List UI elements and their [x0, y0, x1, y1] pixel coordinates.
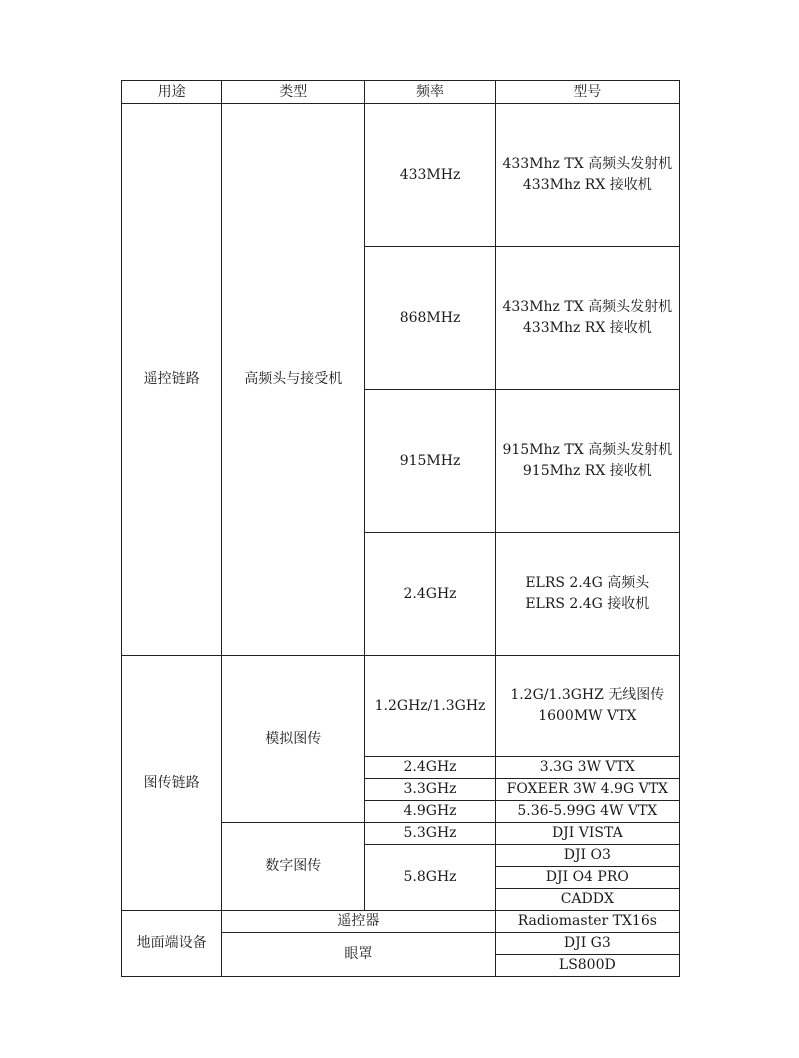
usage-ground-equipment: 地面端设备: [122, 911, 222, 977]
header-type: 类型: [222, 81, 365, 104]
model-line: 433Mhz RX 接收机: [522, 320, 652, 336]
freq-cell: 433MHz: [365, 104, 495, 247]
model-cell: [495, 247, 679, 390]
freq-cell: 2.4GHz: [365, 757, 495, 779]
header-usage: 用途: [122, 81, 222, 104]
freq-cell: 868MHz: [365, 247, 495, 390]
model-cell: CADDX: [495, 889, 679, 911]
type-goggles: 眼罩: [222, 933, 495, 977]
model-cell: 5.36-5.99G 4W VTX: [495, 801, 679, 823]
header-model: 型号: [495, 81, 679, 104]
type-digital-video: 数字图传: [222, 823, 365, 911]
model-cell: FOXEER 3W 4.9G VTX: [495, 779, 679, 801]
model-cell: [495, 390, 679, 533]
freq-cell: 3.3GHz: [365, 779, 495, 801]
freq-cell: 2.4GHz: [365, 533, 495, 656]
freq-cell: 1.2GHz/1.3GHz: [365, 656, 495, 757]
model-line: ELRS 2.4G 接收机: [525, 596, 650, 612]
model-line: 1.2G/1.3GHZ 无线图传: [510, 687, 665, 703]
model-line: 433Mhz TX 高频头发射机: [502, 156, 673, 172]
model-cell: [495, 104, 679, 247]
model-cell: Radiomaster TX16s: [495, 911, 679, 933]
usage-remote-link: 遥控链路: [122, 104, 222, 656]
model-cell: LS800D: [495, 955, 679, 977]
freq-cell: 5.8GHz: [365, 845, 495, 911]
usage-video-link: 图传链路: [122, 656, 222, 911]
table-row: [122, 656, 680, 757]
equipment-table: [121, 80, 680, 977]
model-cell: 3.3G 3W VTX: [495, 757, 679, 779]
model-line: 1600MW VTX: [538, 708, 637, 724]
model-cell: [495, 656, 679, 757]
model-cell: DJI VISTA: [495, 823, 679, 845]
table-row: [122, 104, 680, 247]
type-analog-video: 模拟图传: [222, 656, 365, 823]
model-cell: DJI O4 PRO: [495, 867, 679, 889]
header-row: [122, 81, 680, 104]
model-line: 433Mhz TX 高频头发射机: [502, 299, 673, 315]
type-rf-module-receiver: 高频头与接受机: [222, 104, 365, 656]
type-remote-controller: 遥控器: [222, 911, 495, 933]
model-line: 433Mhz RX 接收机: [522, 177, 652, 193]
model-cell: DJI G3: [495, 933, 679, 955]
header-frequency: 频率: [365, 81, 495, 104]
freq-cell: 4.9GHz: [365, 801, 495, 823]
model-line: ELRS 2.4G 高频头: [525, 575, 650, 591]
model-cell: [495, 533, 679, 656]
model-line: 915Mhz RX 接收机: [522, 463, 652, 479]
freq-cell: 915MHz: [365, 390, 495, 533]
freq-cell: 5.3GHz: [365, 823, 495, 845]
model-line: 915Mhz TX 高频头发射机: [502, 442, 673, 458]
table-row: [122, 911, 680, 933]
model-cell: DJI O3: [495, 845, 679, 867]
